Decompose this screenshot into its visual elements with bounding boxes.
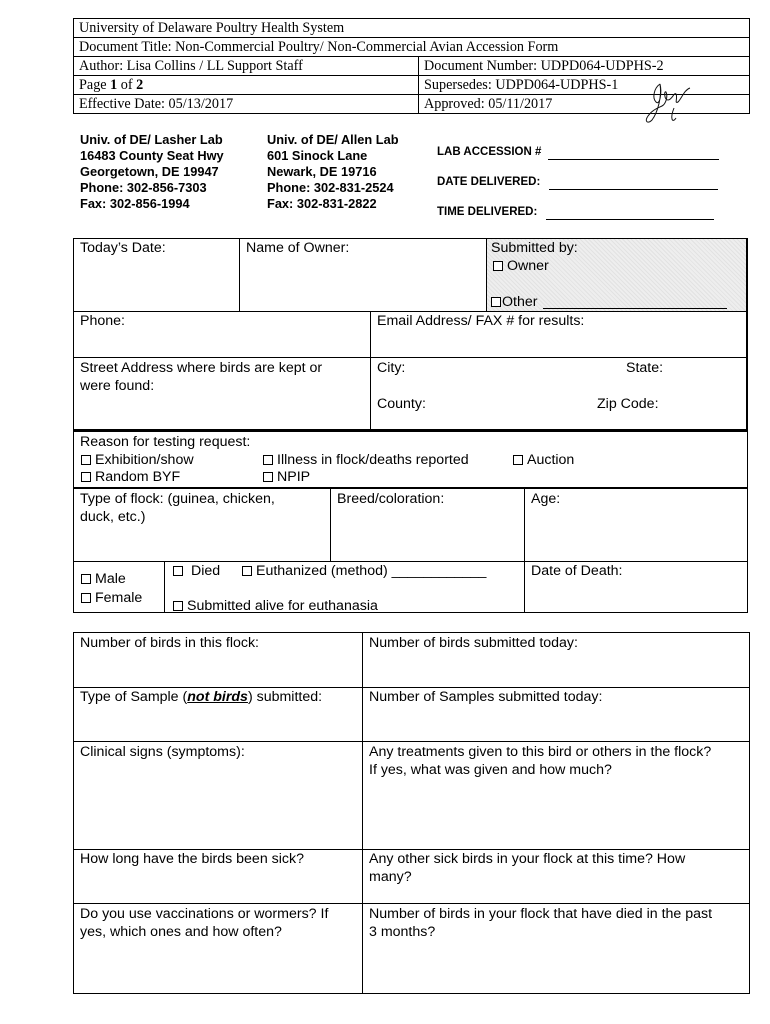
effective-date: Effective Date: 05/13/2017 bbox=[79, 96, 234, 112]
document-title: Document Title: Non-Commercial Poultry/ Non-Commercial Avian Accession Form bbox=[79, 39, 559, 55]
owner-table-divider bbox=[370, 311, 371, 431]
sex-male-option[interactable]: Male bbox=[81, 571, 126, 587]
checkbox-icon[interactable] bbox=[263, 472, 273, 482]
other-submitter-field[interactable] bbox=[543, 295, 727, 309]
owner-table-divider bbox=[486, 238, 487, 311]
vaccinations-label-cont: yes, which ones and how often? bbox=[80, 924, 282, 940]
owner-table-divider bbox=[239, 238, 240, 311]
page-number: Page 1 of 2 bbox=[79, 77, 144, 93]
flock-table-divider bbox=[524, 488, 525, 613]
checkbox-icon[interactable] bbox=[263, 455, 273, 465]
org-name: University of Delaware Poultry Health System bbox=[79, 20, 345, 36]
allen-lab-fax: Fax: 302-831-2822 bbox=[267, 196, 377, 211]
allen-lab-name: Univ. of DE/ Allen Lab bbox=[267, 132, 399, 147]
owner-table-rule bbox=[73, 311, 748, 312]
state-label: State: bbox=[626, 360, 664, 376]
header-rule bbox=[73, 75, 750, 76]
sex-female-option[interactable]: Female bbox=[81, 590, 142, 606]
flock-type-label-cont: duck, etc.) bbox=[80, 509, 146, 525]
breed-label: Breed/coloration: bbox=[337, 491, 445, 507]
date-delivered-label: DATE DELIVERED: bbox=[437, 176, 541, 188]
checkbox-icon[interactable] bbox=[491, 297, 501, 307]
reason-illness-option[interactable]: Illness in flock/deaths reported bbox=[263, 452, 469, 468]
flock-type-label: Type of flock: (guinea, chicken, bbox=[80, 491, 275, 507]
num-samples-label: Number of Samples submitted today: bbox=[369, 689, 603, 705]
supersedes: Supersedes: UDPD064-UDPHS-1 bbox=[424, 77, 619, 93]
history-table-rule bbox=[73, 687, 750, 688]
birds-died-label: Number of birds in your flock that have died in the past bbox=[369, 906, 713, 922]
street-address-label-cont: were found: bbox=[80, 378, 155, 394]
history-table-divider bbox=[362, 632, 363, 994]
euthanized-option[interactable]: Euthanized (method) ____________ bbox=[242, 563, 486, 579]
lasher-lab-fax: Fax: 302-856-1994 bbox=[80, 196, 190, 211]
checkbox-icon[interactable] bbox=[81, 455, 91, 465]
approver-signature bbox=[640, 78, 700, 128]
lab-accession-field[interactable] bbox=[548, 146, 719, 160]
email-fax-label: Email Address/ FAX # for results: bbox=[377, 313, 585, 329]
header-divider bbox=[418, 56, 419, 114]
date-delivered-field[interactable] bbox=[549, 176, 718, 190]
allen-lab-address: 601 Sinock Lane bbox=[267, 148, 368, 163]
reason-npip-option[interactable]: NPIP bbox=[263, 469, 310, 485]
checkbox-icon[interactable] bbox=[81, 472, 91, 482]
approved-date: Approved: 05/11/2017 bbox=[424, 96, 553, 112]
flock-table-divider bbox=[330, 488, 331, 561]
history-table-rule bbox=[73, 903, 750, 904]
city-label: City: bbox=[377, 360, 406, 376]
num-birds-submitted-label: Number of birds submitted today: bbox=[369, 635, 578, 651]
reason-auction-option[interactable]: Auction bbox=[513, 452, 574, 468]
todays-date-label: Today’s Date: bbox=[80, 240, 166, 256]
lasher-lab-name: Univ. of DE/ Lasher Lab bbox=[80, 132, 223, 147]
flock-table-rule bbox=[73, 561, 748, 562]
treatments-label-cont: If yes, what was given and how much? bbox=[369, 762, 612, 778]
other-sick-birds-label: Any other sick birds in your flock at this time? How bbox=[369, 851, 686, 867]
vaccinations-label: Do you use vaccinations or wormers? If bbox=[80, 906, 329, 922]
reason-label: Reason for testing request: bbox=[80, 434, 251, 450]
allen-lab-city: Newark, DE 19716 bbox=[267, 164, 377, 179]
lasher-lab-address: 16483 County Seat Hwy bbox=[80, 148, 224, 163]
how-long-sick-label: How long have the birds been sick? bbox=[80, 851, 304, 867]
sample-type-label: Type of Sample (not birds) submitted: bbox=[80, 689, 323, 705]
history-table-rule bbox=[73, 849, 750, 850]
owner-name-label: Name of Owner: bbox=[246, 240, 350, 256]
flock-table-divider bbox=[164, 561, 165, 613]
zip-code-label: Zip Code: bbox=[597, 396, 659, 412]
num-birds-flock-label: Number of birds in this flock: bbox=[80, 635, 259, 651]
checkbox-icon[interactable] bbox=[81, 593, 91, 603]
checkbox-icon[interactable] bbox=[493, 261, 503, 271]
treatments-label: Any treatments given to this bird or others in the flock? bbox=[369, 744, 712, 760]
date-of-death-label: Date of Death: bbox=[531, 563, 623, 579]
submitted-by-label: Submitted by: bbox=[491, 240, 578, 256]
street-address-label: Street Address where birds are kept or bbox=[80, 360, 323, 376]
lasher-lab-phone: Phone: 302-856-7303 bbox=[80, 180, 207, 195]
submitted-by-owner-option[interactable]: Owner bbox=[493, 258, 549, 274]
checkbox-icon[interactable] bbox=[81, 574, 91, 584]
lasher-lab-city: Georgetown, DE 19947 bbox=[80, 164, 219, 179]
checkbox-icon[interactable] bbox=[242, 566, 252, 576]
birds-died-label-cont: 3 months? bbox=[369, 924, 436, 940]
reason-random-byf-option[interactable]: Random BYF bbox=[81, 469, 180, 485]
allen-lab-phone: Phone: 302-831-2524 bbox=[267, 180, 394, 195]
died-option[interactable]: Died bbox=[173, 563, 220, 579]
author: Author: Lisa Collins / LL Support Staff bbox=[79, 58, 303, 74]
age-label: Age: bbox=[531, 491, 561, 507]
checkbox-icon[interactable] bbox=[513, 455, 523, 465]
phone-label: Phone: bbox=[80, 313, 125, 329]
history-table-rule bbox=[73, 741, 750, 742]
checkbox-icon[interactable] bbox=[173, 566, 183, 576]
other-sick-birds-label-cont: many? bbox=[369, 869, 412, 885]
flock-table-rule bbox=[73, 487, 748, 489]
submitted-alive-option[interactable]: Submitted alive for euthanasia bbox=[173, 598, 378, 614]
owner-table-rule bbox=[73, 357, 748, 358]
header-rule bbox=[73, 56, 750, 57]
reason-exhibition-option[interactable]: Exhibition/show bbox=[81, 452, 194, 468]
submitted-by-other-option[interactable]: Other bbox=[491, 294, 537, 310]
time-delivered-label: TIME DELIVERED: bbox=[437, 206, 538, 218]
header-rule bbox=[73, 37, 750, 38]
lab-accession-label: LAB ACCESSION # bbox=[437, 146, 542, 158]
clinical-signs-label: Clinical signs (symptoms): bbox=[80, 744, 245, 760]
time-delivered-field[interactable] bbox=[546, 206, 714, 220]
document-number: Document Number: UDPD064-UDPHS-2 bbox=[424, 58, 664, 74]
checkbox-icon[interactable] bbox=[173, 601, 183, 611]
county-label: County: bbox=[377, 396, 426, 412]
